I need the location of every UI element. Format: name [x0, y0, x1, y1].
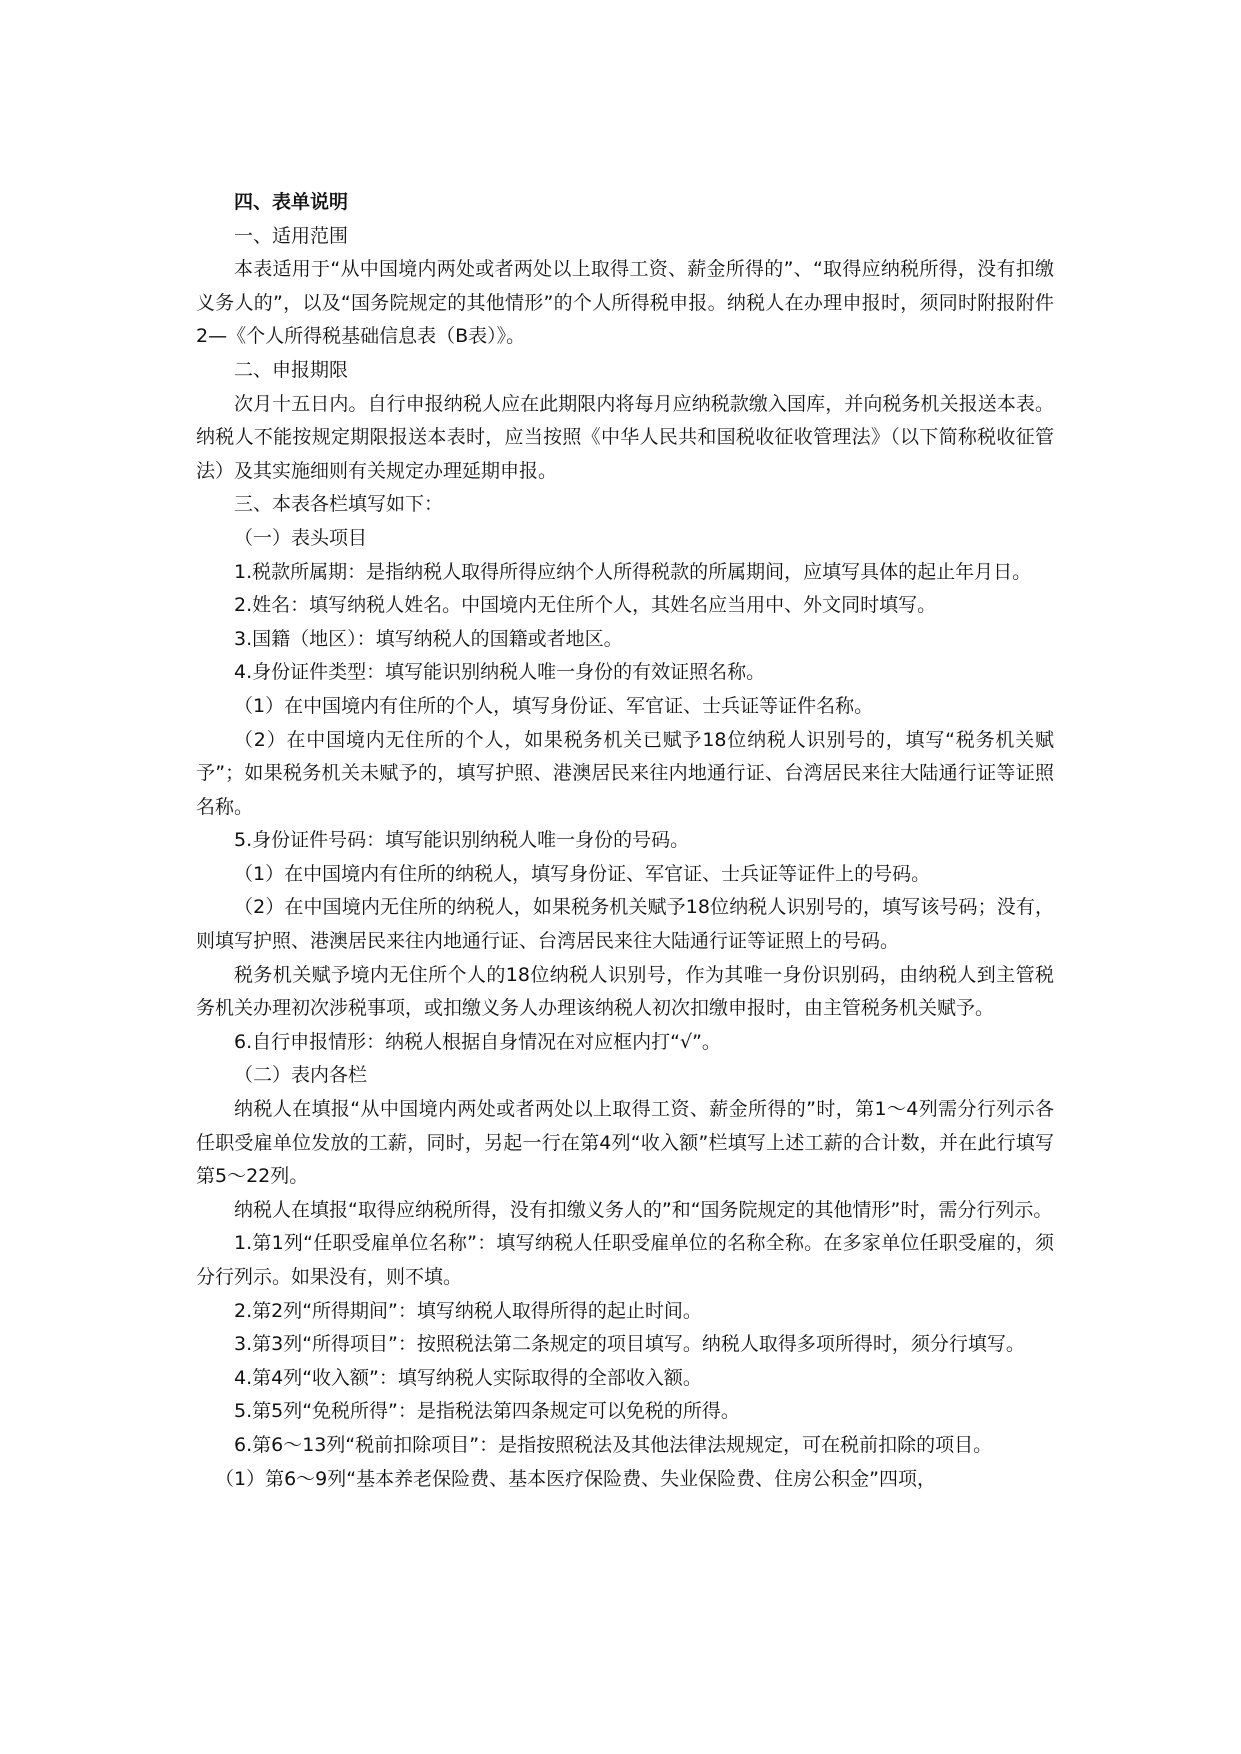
subheading-deadline: 二、申报期限 [234, 358, 349, 381]
paragraph-no-withholder: 纳税人在填报“取得应纳税所得，没有扣缴义务人的”和“国务院规定的其他情形”时，需分行列示。 [234, 1198, 1053, 1221]
paragraph-name: 2.姓名：填写纳税人姓名。中国境内无住所个人，其姓名应当用中、外文同时填写。 [234, 594, 937, 617]
paragraph-deadline: 次月十五日内。自行申报纳税人应在此期限内将每月应纳税款缴入国库，并向税务机关报送本表。纳税人不能按规定期限报送本表时，应当按照《中华人民共和国税收征收管理法》（以下简称税收征管法）及其实施细则有关规定办理延期申报。 [196, 392, 1054, 482]
section-heading: 四、表单说明 [234, 191, 349, 213]
paragraph-id-type-2: （2）在中国境内无住所的个人，如果税务机关已赋予18位纳税人识别号的，填写“税务机关赋予”；如果税务机关未赋予的，填写护照、港澳居民来往内地通行证、台湾居民来往大陆通行证等证照名称。 [196, 728, 1054, 818]
paragraph-col-5: 5.第5列“免税所得”：是指税法第四条规定可以免税的所得。 [234, 1400, 740, 1423]
paragraph-taxpayer-id: 税务机关赋予境内无住所个人的18位纳税人识别号，作为其唯一身份识别码，由纳税人到主管税务机关办理初次涉税事项，或扣缴义务人办理该纳税人初次扣缴申报时，由主管税务机关赋予。 [196, 963, 1054, 1020]
paragraph-id-number-2: （2）在中国境内无住所的纳税人，如果税务机关赋予18位纳税人识别号的，填写该号码；没有，则填写护照、港澳居民来往内地通行证、台湾居民来往大陆通行证等证照上的号码。 [196, 896, 1054, 953]
paragraph-id-type-1: （1）在中国境内有住所的个人，填写身份证、军官证、士兵证等证件名称。 [234, 694, 874, 717]
paragraph-col-1: 1.第1列“任职受雇单位名称”：填写纳税人任职受雇单位的名称全称。在多家单位任职受雇的，须分行列示。如果没有，则不填。 [196, 1232, 1054, 1288]
subheading-header-items: （一）表头项目 [234, 526, 368, 549]
paragraph-id-number-1: （1）在中国境内有住所的纳税人，填写身份证、军官证、士兵证等证件上的号码。 [234, 862, 931, 885]
subheading-table-columns: （二）表内各栏 [234, 1064, 368, 1087]
paragraph-id-number: 5.身份证件号码：填写能识别纳税人唯一身份的号码。 [234, 829, 690, 852]
paragraph-scope: 本表适用于“从中国境内两处或者两处以上取得工资、薪金所得的”、“取得应纳税所得，没有扣缴义务人的”，以及“国务院规定的其他情形”的个人所得税申报。纳税人在办理申报时，须同时附报附件2—《个人所得税基础信息表（B表）》。 [196, 258, 1054, 348]
subheading-fields: 三、本表各栏填写如下： [234, 493, 444, 516]
paragraph-id-type: 4.身份证件类型：填写能识别纳税人唯一身份的有效证照名称。 [234, 661, 766, 684]
document-body [196, 186, 1054, 1496]
paragraph-col-6-13: 6.第6～13列“税前扣除项目”：是指按照税法及其他法律法规规定，可在税前扣除的项目。 [234, 1433, 993, 1456]
paragraph-multi-salary: 纳税人在填报“从中国境内两处或者两处以上取得工资、薪金所得的”时，第1～4列需分行列示各任职受雇单位发放的工薪，同时，另起一行在第4列“收入额”栏填写上述工薪的合计数，并在此行填写第5～22列。 [196, 1098, 1054, 1188]
paragraph-col-2: 2.第2列“所得期间”：填写纳税人取得所得的起止时间。 [234, 1299, 702, 1322]
paragraph-self-declare: 6.自行申报情形：纳税人根据自身情况在对应框内打“√”。 [234, 1030, 721, 1053]
paragraph-col-3: 3.第3列“所得项目”：按照税法第二条规定的项目填写。纳税人取得多项所得时，须分行填写。 [234, 1333, 1025, 1356]
paragraph-col-6-9: （1）第6～9列“基本养老保险费、基本医疗保险费、失业保险费、住房公积金”四项， [215, 1467, 936, 1490]
paragraph-nationality: 3.国籍（地区）：填写纳税人的国籍或者地区。 [234, 627, 623, 650]
paragraph-col-4: 4.第4列“收入额”：填写纳税人实际取得的全部收入额。 [234, 1366, 702, 1389]
paragraph-tax-period: 1.税款所属期：是指纳税人取得所得应纳个人所得税款的所属期间，应填写具体的起止年月日。 [234, 560, 1032, 583]
subheading-scope: 一、适用范围 [234, 224, 349, 247]
